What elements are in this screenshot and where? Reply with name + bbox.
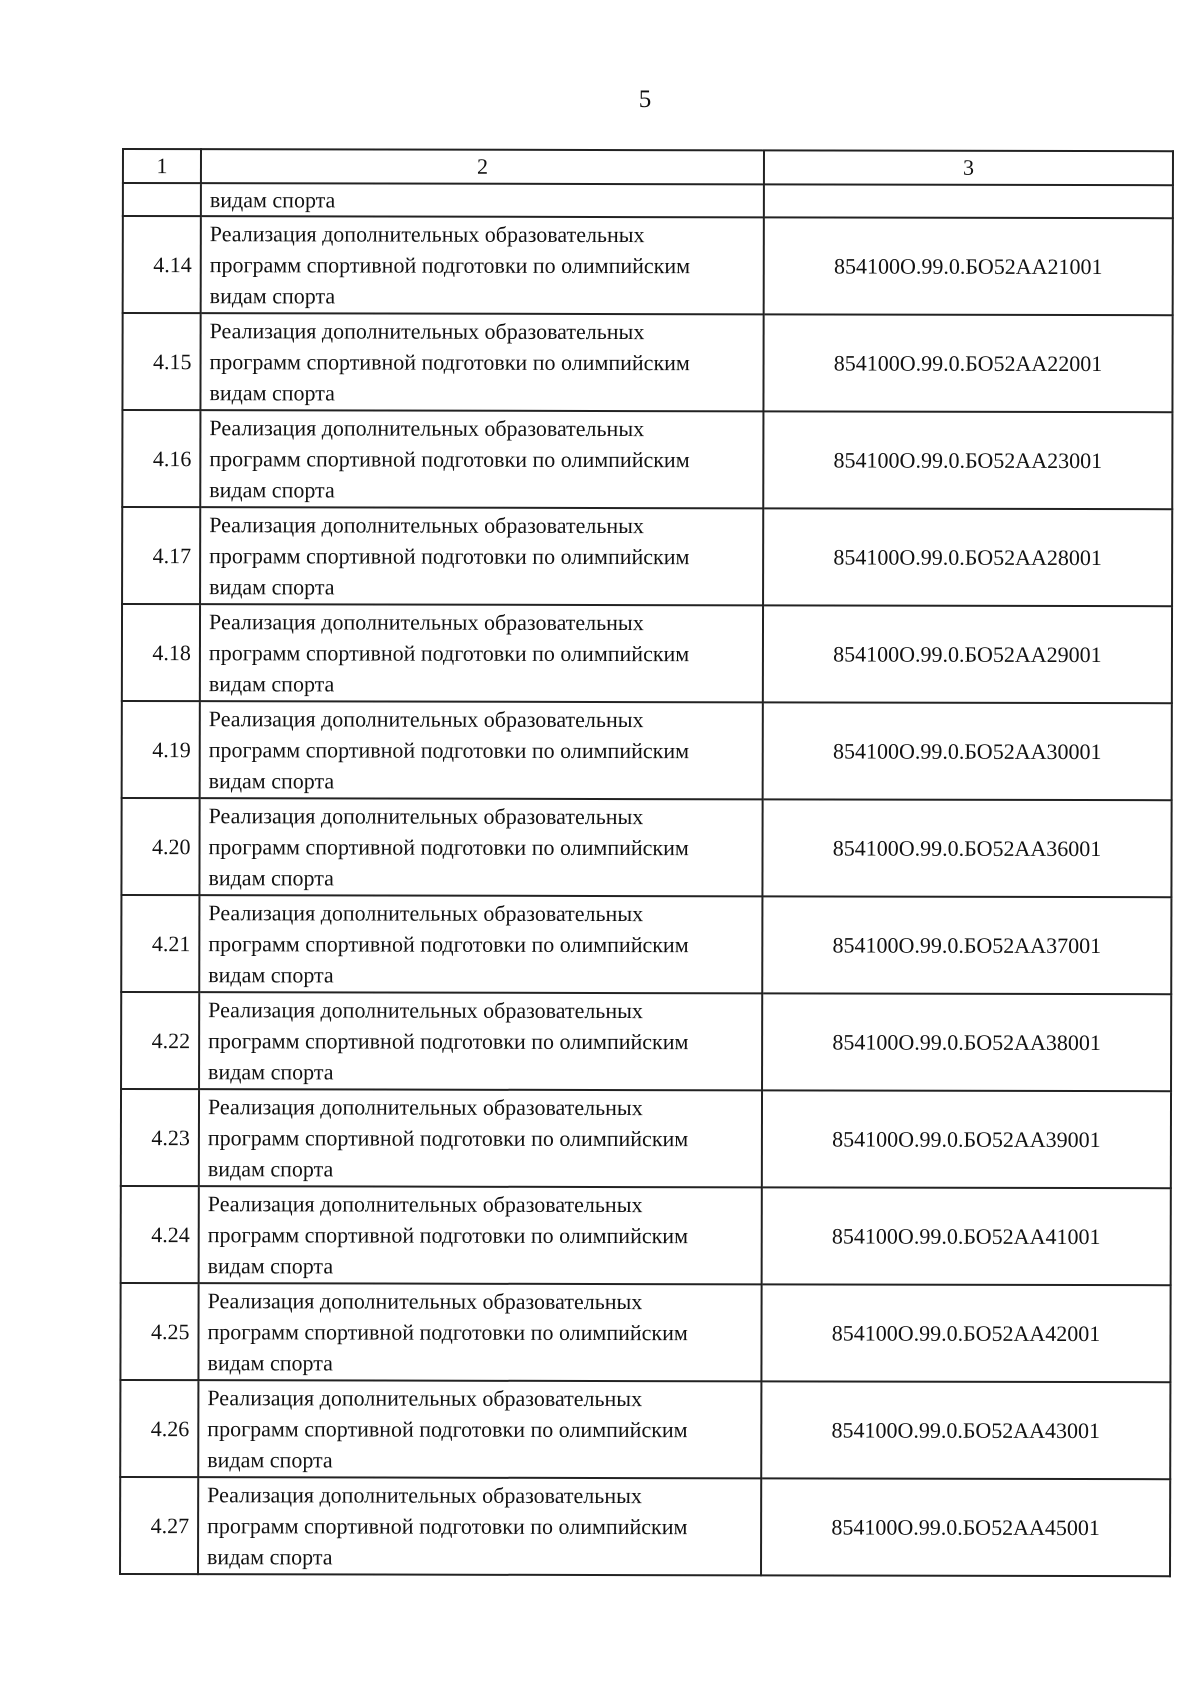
service-name-line: видам спорта <box>207 1156 334 1182</box>
service-name-line: программ спортивной подготовки по олимпийским <box>207 1513 688 1540</box>
service-name-line: программ спортивной подготовки по олимпийским <box>207 1319 688 1346</box>
table-row <box>120 1477 1170 1576</box>
continuation-code-cell <box>764 184 1173 218</box>
header-cell-col2: 2 <box>201 149 764 184</box>
service-name-line: Реализация дополнительных образовательных <box>209 221 645 248</box>
service-name-line: программ спортивной подготовки по олимпийским <box>209 543 690 570</box>
registry-code-cell: 854100О.99.0.БО52АА37001 <box>762 896 1171 994</box>
row-number-cell: 4.16 <box>122 410 200 507</box>
service-name-line: видам спорта <box>209 380 335 406</box>
service-name-line: программ спортивной подготовки по олимпийским <box>208 1028 689 1055</box>
service-name-line: программ спортивной подготовки по олимпийским <box>208 834 689 861</box>
service-name-cell <box>198 1477 761 1575</box>
service-name-cell <box>200 313 763 411</box>
table-row <box>121 992 1171 1091</box>
service-name-line: программ спортивной подготовки по олимпийским <box>207 1125 689 1152</box>
row-number-cell: 4.20 <box>121 798 199 895</box>
service-name-cell <box>199 1089 762 1187</box>
service-name-line: Реализация дополнительных образовательных <box>207 1094 643 1121</box>
service-name-line: Реализация дополнительных образовательных <box>208 997 643 1024</box>
service-name-line: видам спорта <box>208 865 334 891</box>
registry-code-cell: 854100О.99.0.БО52АА41001 <box>762 1187 1171 1285</box>
service-name-cell <box>199 798 762 896</box>
registry-code-cell: 854100О.99.0.БО52АА38001 <box>762 993 1171 1091</box>
service-name-line: видам спорта <box>209 283 336 309</box>
service-name-line: видам спорта <box>207 1253 334 1279</box>
table-row <box>120 1283 1170 1382</box>
header-cell-col1: 1 <box>123 149 201 183</box>
registry-code-cell: 854100О.99.0.БО52АА43001 <box>761 1381 1170 1479</box>
service-name-cell <box>201 216 764 314</box>
table-header-row <box>123 149 1173 185</box>
continuation-num-cell <box>123 183 201 216</box>
service-name-line: программ спортивной подготовки по олимпийским <box>209 349 690 376</box>
table-row <box>120 1380 1170 1479</box>
service-name-line: видам спорта <box>207 1544 333 1570</box>
table-row <box>122 507 1172 606</box>
row-number-cell: 4.21 <box>121 895 199 992</box>
service-name-line: видам спорта <box>208 768 335 794</box>
service-name-cell <box>198 1283 761 1381</box>
service-name-line: Реализация дополнительных образовательных <box>208 706 644 733</box>
table-row <box>122 604 1172 703</box>
table-row <box>122 701 1172 800</box>
row-number-cell: 4.24 <box>121 1186 199 1283</box>
service-name-line: видам спорта <box>207 1350 333 1376</box>
row-number-cell: 4.26 <box>120 1380 198 1477</box>
service-name-line: видам спорта <box>208 1059 334 1085</box>
service-name-cell <box>200 410 763 508</box>
service-name-line: программ спортивной подготовки по олимпийским <box>207 1416 688 1443</box>
continuation-row <box>123 183 1173 218</box>
registry-code-cell: 854100О.99.0.БО52АА39001 <box>762 1090 1171 1188</box>
registry-code-cell: 854100О.99.0.БО52АА22001 <box>763 314 1172 412</box>
service-name-line: программ спортивной подготовки по олимпийским <box>209 252 691 279</box>
row-number-cell: 4.17 <box>122 507 200 604</box>
row-number-cell: 4.15 <box>122 313 200 410</box>
row-number-cell: 4.25 <box>120 1283 198 1380</box>
service-name-line: Реализация дополнительных образовательных <box>208 609 644 636</box>
registry-table <box>119 148 1174 1577</box>
service-name-line: Реализация дополнительных образовательных <box>209 318 645 345</box>
service-name-cell <box>198 1380 761 1478</box>
registry-code-cell: 854100О.99.0.БО52АА45001 <box>761 1478 1170 1576</box>
registry-code-cell: 854100О.99.0.БО52АА30001 <box>763 702 1172 800</box>
registry-table-container <box>119 148 1172 1577</box>
page-number: 5 <box>638 86 652 113</box>
table-row <box>122 410 1172 509</box>
service-name-line: программ спортивной подготовки по олимпийским <box>208 640 690 667</box>
registry-code-cell: 854100О.99.0.БО52АА28001 <box>763 508 1172 606</box>
row-number-cell: 4.18 <box>122 604 200 701</box>
service-name-cell <box>200 701 763 799</box>
row-number-cell: 4.19 <box>122 701 200 798</box>
service-name-line: программ спортивной подготовки по олимпийским <box>207 1222 689 1249</box>
table-row <box>121 1089 1171 1188</box>
table-row <box>122 313 1172 412</box>
registry-code-cell: 854100О.99.0.БО52АА23001 <box>763 411 1172 509</box>
row-number-cell: 4.22 <box>121 992 199 1089</box>
service-name-cell <box>199 895 762 993</box>
service-name-line: видам спорта <box>208 671 335 697</box>
service-name-cell <box>200 507 763 605</box>
table-row <box>121 895 1171 994</box>
row-number-cell: 4.23 <box>121 1089 199 1186</box>
service-name-line: Реализация дополнительных образовательных <box>208 803 644 830</box>
service-name-line: Реализация дополнительных образовательных <box>207 1482 642 1509</box>
row-number-cell: 4.14 <box>123 216 201 313</box>
service-name-line: Реализация дополнительных образовательных <box>209 415 645 442</box>
service-name-line: Реализация дополнительных образовательных <box>209 512 644 539</box>
service-name-line: видам спорта <box>209 477 335 503</box>
service-name-line: программ спортивной подготовки по олимпийским <box>209 446 690 473</box>
service-name-line: видам спорта <box>209 574 335 600</box>
row-number-cell: 4.27 <box>120 1477 198 1574</box>
table-row <box>121 1186 1171 1285</box>
service-name-line: Реализация дополнительных образовательных <box>208 900 644 927</box>
service-name-cell <box>200 604 763 702</box>
service-name-cell <box>199 1186 762 1284</box>
service-name-line: программ спортивной подготовки по олимпийским <box>208 931 689 958</box>
registry-code-cell: 854100О.99.0.БО52АА29001 <box>763 605 1172 703</box>
service-name-line: видам спорта <box>207 1447 333 1473</box>
service-name-cell <box>199 992 762 1090</box>
service-name-line: программ спортивной подготовки по олимпийским <box>208 737 690 764</box>
registry-code-cell: 854100О.99.0.БО52АА21001 <box>764 217 1173 315</box>
service-name-line: Реализация дополнительных образовательных <box>207 1191 643 1218</box>
table-row <box>121 798 1171 897</box>
registry-code-cell: 854100О.99.0.БО52АА36001 <box>762 799 1171 897</box>
service-name-line: Реализация дополнительных образовательных <box>207 1385 643 1412</box>
header-cell-col3: 3 <box>764 150 1173 185</box>
service-name-line: Реализация дополнительных образовательных <box>207 1288 643 1315</box>
registry-code-cell: 854100О.99.0.БО52АА42001 <box>761 1284 1170 1382</box>
table-row <box>123 216 1173 315</box>
service-name-line: видам спорта <box>208 962 334 988</box>
continuation-name-cell: видам спорта <box>201 183 764 217</box>
